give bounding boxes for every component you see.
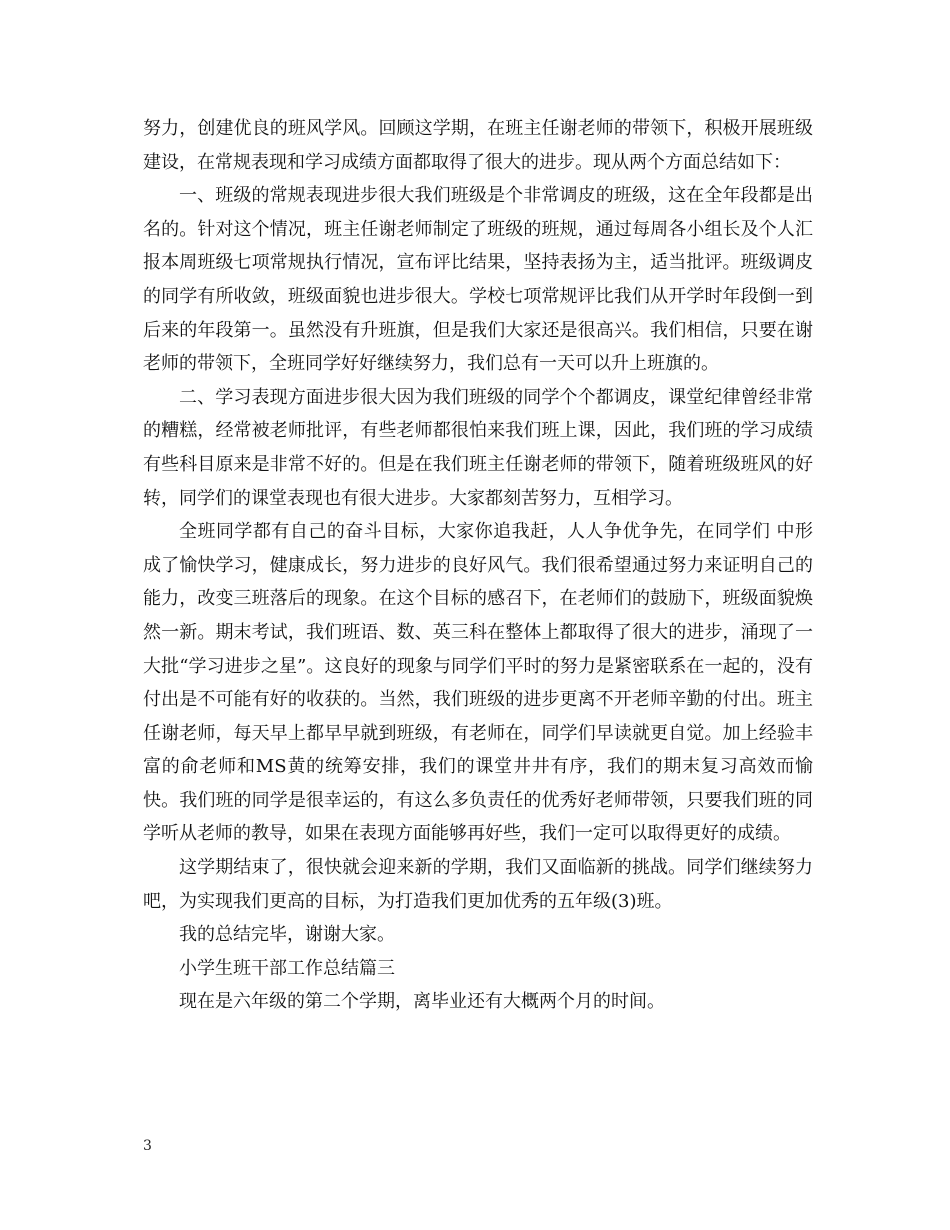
paragraph-continuation: 努力，创建优良的班风学风。回顾这学期，在班主任谢老师的带领下，积极开展班级建设，在常规表现和学习成绩方面都取得了很大的进步。现从两个方面总结如下： — [143, 118, 813, 173]
paragraph-study-performance: 二、学习表现方面进步很大因为我们班级的同学个个都调皮，课堂纪律曾经非常的糟糕，经常被老师批评，有些老师都很怕来我们班上课，因此，我们班的学习成绩有些科目原来是非常不好的。但是在我们班主任谢老师的带领下，随着班级班风的好转，同学们的课堂表现也有很大进步。大家都刻苦努力，互相学习。 — [143, 386, 813, 509]
section-heading: 小学生班干部工作总结篇三 — [179, 957, 395, 979]
paragraph-class-goals: 全班同学都有自己的奋斗目标，大家你追我赶，人人争优争先，在同学们 中形成了愉快学习，健康成长，努力进步的良好风气。我们很希望通过努力来证明自己的能力，改变三班落后的现象。在这个目标的感召下，在老师们的鼓励下，班级面貌焕然一新。期末考试，我们班语、数、英三科在整体上都取得了很大的进步，涌现了一大批“学习进步之星”。这良好的现象与同学们平时的努力是紧密联系在一起的，没有付出是不可能有好的收获的。当然，我们班级的进步更离不开老师辛勤的付出。班主任谢老师，每天早上都早早就到班级，有老师在，同学们早读就更自觉。加上经验丰富的俞老师和MS黄的统筹安排，我们的课堂井井有序，我们的期末复习高效而愉快。我们班的同学是很幸运的，有这么多负责任的优秀好老师带领，只要我们班的同学听从老师的教导，如果在表现方面能够再好些，我们一定可以取得更好的成绩。 — [143, 521, 813, 845]
paragraph-routine-performance: 一、班级的常规表现进步很大我们班级是个非常调皮的班级，这在全年段都是出名的。针对这个情况，班主任谢老师制定了班级的班规，通过每周各小组长及个人汇报本周班级七项常规执行情况，宣布评比结果，坚持表扬为主，适当批评。班级调皮的同学有所收敛，班级面貌也进步很大。学校七项常规评比我们从开学时年段倒一到后来的年段第一。虽然没有升班旗，但是我们大家还是很高兴。我们相信，只要在谢老师的带领下，全班同学好好继续努力，我们总有一天可以升上班旗的。 — [143, 185, 813, 375]
paragraph-section-three-intro: 现在是六年级的第二个学期，离毕业还有大概两个月的时间。 — [179, 991, 665, 1013]
paragraph-new-semester: 这学期结束了，很快就会迎来新的学期，我们又面临新的挑战。同学们继续努力吧，为实现我们更高的目标，为打造我们更加优秀的五年级(3)班。 — [143, 857, 813, 912]
page-number: 3 — [143, 1138, 152, 1154]
paragraph-closing: 我的总结完毕，谢谢大家。 — [179, 924, 395, 946]
document-body — [143, 112, 813, 1019]
